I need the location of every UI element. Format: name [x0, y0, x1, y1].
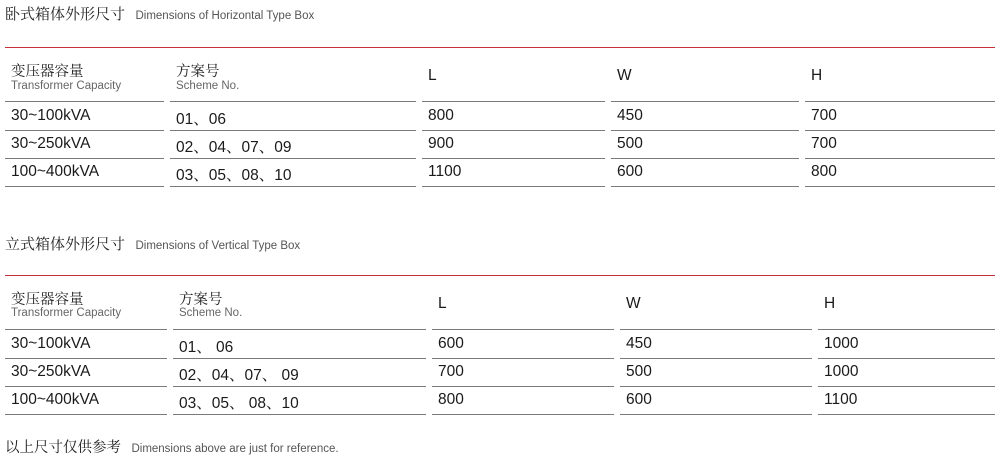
scheme-cell — [170, 131, 422, 159]
capacity-cell — [5, 131, 170, 159]
header-scheme — [170, 48, 422, 102]
header-capacity — [5, 276, 173, 330]
header-l-label: L — [438, 295, 447, 312]
vertical-title-en: Dimensions of Vertical Type Box — [135, 240, 301, 252]
l-value: 700 — [438, 363, 464, 380]
capacity-cell — [5, 102, 170, 131]
scheme-value: 03、05、 08、10 — [179, 395, 299, 412]
header-capacity — [5, 48, 170, 102]
cell-underline — [5, 186, 164, 187]
cell-underline — [620, 414, 812, 415]
table-row — [5, 131, 995, 159]
scheme-cell — [173, 330, 432, 359]
scheme-value: 03、05、08、10 — [176, 167, 292, 184]
capacity-cell — [5, 387, 173, 415]
horizontal-title-cn: 卧式箱体外形尺寸 — [5, 5, 126, 23]
w-cell — [620, 359, 818, 387]
header-scheme — [173, 276, 432, 330]
l-cell — [432, 330, 620, 359]
header-h — [805, 48, 995, 102]
header-l-label: L — [428, 67, 437, 84]
l-cell — [432, 387, 620, 415]
w-value: 600 — [626, 391, 652, 408]
header-l — [422, 48, 611, 102]
scheme-value: 01、06 — [176, 111, 226, 128]
cell-underline — [173, 414, 426, 415]
w-cell — [611, 159, 805, 187]
vertical-title-cn: 立式箱体外形尺寸 — [5, 235, 126, 253]
h-value: 700 — [811, 135, 837, 152]
table-row — [5, 102, 995, 131]
h-value: 1000 — [824, 363, 859, 380]
table-header-row — [5, 48, 995, 102]
h-cell — [805, 131, 995, 159]
w-value: 500 — [617, 135, 643, 152]
l-value: 800 — [428, 107, 454, 124]
h-value: 1100 — [824, 391, 858, 408]
header-h-label: H — [824, 295, 836, 312]
w-value: 500 — [626, 363, 652, 380]
scheme-value: 02、04、07、09 — [176, 139, 292, 156]
w-value: 600 — [617, 163, 643, 180]
capacity-value: 100~400kVA — [11, 391, 100, 408]
scheme-value: 02、04、07、 09 — [179, 367, 299, 384]
header-capacity-en: Transformer Capacity — [11, 307, 122, 319]
header-w-label: W — [617, 67, 632, 84]
l-value: 800 — [438, 391, 464, 408]
capacity-cell — [5, 159, 170, 187]
capacity-value: 30~250kVA — [11, 135, 91, 152]
vertical-section-title — [5, 233, 300, 254]
table-row — [5, 159, 995, 187]
l-cell — [422, 131, 611, 159]
table-row — [5, 330, 995, 359]
header-h — [818, 276, 995, 330]
h-value: 800 — [811, 163, 837, 180]
header-w-label: W — [626, 295, 641, 312]
table-row — [5, 359, 995, 387]
cell-underline — [422, 186, 605, 187]
h-value: 1000 — [824, 335, 859, 352]
header-w — [620, 276, 818, 330]
w-cell — [620, 387, 818, 415]
capacity-value: 100~400kVA — [11, 163, 100, 180]
w-cell — [611, 102, 805, 131]
footnote-en: Dimensions above are just for reference. — [131, 443, 339, 455]
w-cell — [611, 131, 805, 159]
scheme-cell — [173, 387, 432, 415]
w-value: 450 — [626, 335, 652, 352]
header-scheme-cn: 方案号 — [179, 292, 223, 308]
h-cell — [805, 159, 995, 187]
header-w — [611, 48, 805, 102]
h-cell — [805, 102, 995, 131]
cell-underline — [805, 186, 995, 187]
horizontal-section-title — [5, 3, 314, 24]
cell-underline — [432, 414, 614, 415]
scheme-cell — [170, 159, 422, 187]
header-capacity-en: Transformer Capacity — [11, 80, 122, 92]
l-value: 1100 — [428, 163, 462, 180]
capacity-cell — [5, 330, 173, 359]
footnote-cn: 以上尺寸仅供参考 — [5, 440, 121, 456]
header-h-label: H — [811, 67, 823, 84]
h-cell — [818, 387, 995, 415]
header-scheme-en: Scheme No. — [176, 80, 240, 92]
capacity-value: 30~250kVA — [11, 363, 91, 380]
horizontal-title-en: Dimensions of Horizontal Type Box — [135, 10, 315, 22]
header-capacity-cn: 变压器容量 — [11, 64, 84, 80]
l-cell — [422, 102, 611, 131]
w-value: 450 — [617, 107, 643, 124]
cell-underline — [170, 186, 416, 187]
scheme-cell — [170, 102, 422, 131]
table-row — [5, 387, 995, 415]
l-cell — [432, 359, 620, 387]
l-value: 900 — [428, 135, 454, 152]
reference-footnote — [5, 436, 339, 457]
header-scheme-cn: 方案号 — [176, 64, 220, 80]
cell-underline — [5, 414, 167, 415]
header-capacity-cn: 变压器容量 — [11, 292, 84, 308]
header-scheme-en: Scheme No. — [179, 307, 243, 319]
table-header-row — [5, 276, 995, 330]
h-cell — [818, 330, 995, 359]
capacity-value: 30~100kVA — [11, 335, 91, 352]
h-value: 700 — [811, 107, 837, 124]
header-l — [432, 276, 620, 330]
capacity-value: 30~100kVA — [11, 107, 91, 124]
cell-underline — [611, 186, 799, 187]
scheme-cell — [173, 359, 432, 387]
cell-underline — [818, 414, 995, 415]
capacity-cell — [5, 359, 173, 387]
scheme-value: 01、 06 — [179, 339, 234, 356]
l-cell — [422, 159, 611, 187]
h-cell — [818, 359, 995, 387]
w-cell — [620, 330, 818, 359]
l-value: 600 — [438, 335, 464, 352]
